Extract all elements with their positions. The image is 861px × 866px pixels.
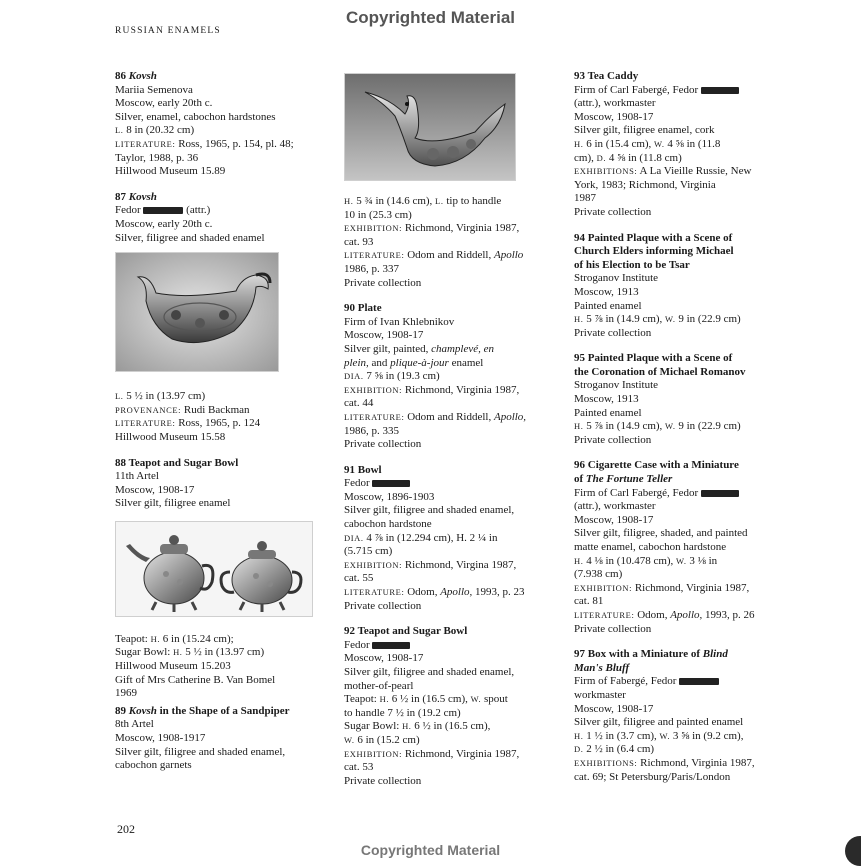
copyright-banner-bottom: Copyrighted Material <box>360 842 501 858</box>
entry-90-material-2: plein, and plique-à-jour enamel <box>344 356 484 369</box>
entry-88-collection: Hillwood Museum 15.203 <box>115 660 231 673</box>
entry-89-heading: 89 Kovsh in the Shape of a Sandpiper <box>115 704 290 717</box>
entry-96-collection: Private collection <box>574 622 652 635</box>
entry-92-teapot-dimensions: Teapot: H. 6 ½ in (16.5 cm), W. spout <box>344 693 508 706</box>
redaction-bar <box>143 207 183 214</box>
entry-91-collection: Private collection <box>344 599 422 612</box>
entry-91-exhibition: EXHIBITION: Richmond, Virgina 1987, <box>344 558 517 571</box>
entry-89-details <box>344 195 564 290</box>
entry-91-literature: LITERATURE: Odom, Apollo, 1993, p. 23 <box>344 586 525 599</box>
entry-97-dimensions: H. 1 ½ in (3.7 cm), W. 3 ⅝ in (9.2 cm), <box>574 729 744 742</box>
entry-90-heading: 90 Plate <box>344 302 382 315</box>
kovsh-photo <box>115 252 279 372</box>
sandpiper-kovsh-photo <box>344 73 516 181</box>
entry-91-material: Silver gilt, filigree and shaded enamel, <box>344 504 515 517</box>
corner-badge-icon <box>845 836 861 866</box>
entry-96-heading: 96 Cigarette Case with a Miniature <box>574 459 739 472</box>
entry-89-collection: Private collection <box>344 276 422 289</box>
entry-89-material: Silver gilt, filigree and shaded enamel, <box>115 745 286 758</box>
entry-91 <box>344 464 564 614</box>
column-1 <box>115 70 330 785</box>
redaction-bar <box>679 678 719 685</box>
entry-93-exhibition-2: York, 1983; Richmond, Virginia <box>574 178 716 191</box>
entry-97-maker-2: workmaster <box>574 688 626 701</box>
entry-86-collection: Hillwood Museum 15.89 <box>115 165 226 178</box>
entry-89-dimensions-2: 10 in (25.3 cm) <box>344 208 412 221</box>
entry-96-material: Silver gilt, filigree, shaded, and painted <box>574 527 748 540</box>
entry-93 <box>574 70 774 220</box>
entry-97-heading: 97 Box with a Miniature of Blind <box>574 648 728 661</box>
entry-90-collection: Private collection <box>344 438 422 451</box>
entry-89-maker: 8th Artel <box>115 718 154 731</box>
entry-94-collection: Private collection <box>574 326 652 339</box>
entry-88-maker: 11th Artel <box>115 470 159 483</box>
entry-97-dimensions-2: D. 2 ½ in (6.4 cm) <box>574 743 655 756</box>
entry-94-maker: Stroganov Institute <box>574 272 659 285</box>
entry-91-material-2: cabochon hardstone <box>344 518 432 531</box>
entry-95-heading: 95 Painted Plaque with a Scene of <box>574 352 733 365</box>
entry-87-literature: LITERATURE: Ross, 1965, p. 124 <box>115 417 261 430</box>
entry-91-heading: 91 Bowl <box>344 463 382 476</box>
entry-90 <box>344 302 564 452</box>
entry-97-place: Moscow, 1908-17 <box>574 702 654 715</box>
entry-87-provenance: PROVENANCE: Rudi Backman <box>115 403 250 416</box>
entry-94-heading-3: of his Election to be Tsar <box>574 258 690 271</box>
entry-90-exhibition: EXHIBITION: Richmond, Virginia 1987, <box>344 383 520 396</box>
entry-94-material: Painted enamel <box>574 299 642 312</box>
entry-92-teapot-dimensions-2: to handle 7 ½ in (19.2 cm) <box>344 706 461 719</box>
entry-90-maker: Firm of Ivan Khlebnikov <box>344 315 455 328</box>
entry-94-heading-2: Church Elders informing Michael <box>574 245 734 258</box>
entry-97-heading-2: Man's Bluff <box>574 661 630 674</box>
entry-94-heading: 94 Painted Plaque with a Scene of <box>574 231 733 244</box>
entry-92-collection: Private collection <box>344 774 422 787</box>
entry-89-literature: LITERATURE: Odom and Riddell, Apollo <box>344 249 524 262</box>
entry-89-dimensions: H. 5 ¾ in (14.6 cm), L. tip to handle <box>344 195 502 207</box>
entry-92-material-2: mother-of-pearl <box>344 679 414 692</box>
entry-87 <box>115 191 330 245</box>
entry-92-heading: 92 Teapot and Sugar Bowl <box>344 625 468 638</box>
entry-97-maker: Firm of Fabergé, Fedor <box>574 675 774 689</box>
entry-86-maker: Mariia Semenova <box>115 83 193 96</box>
entry-92-material: Silver gilt, filigree and shaded enamel, <box>344 666 515 678</box>
entry-87-heading: 87 Kovsh <box>115 190 157 203</box>
entry-87-material: Silver, filigree and shaded enamel <box>115 231 265 244</box>
entry-89-exhibition-2: cat. 93 <box>344 235 374 248</box>
entry-87-dimensions: L. 5 ½ in (13.97 cm) <box>115 390 206 403</box>
entry-86-material: Silver, enamel, cabochon hardstones <box>115 110 276 123</box>
entry-87-maker: Fedor (attr.) <box>115 204 211 217</box>
entry-92-exhibition: EXHIBITION: Richmond, Virginia 1987, <box>344 747 520 760</box>
entry-89-place: Moscow, 1908-1917 <box>115 732 206 745</box>
entry-90-dimensions: DIA. 7 ⅝ in (19.3 cm) <box>344 370 440 383</box>
entry-96-exhibition-2: cat. 81 <box>574 595 604 608</box>
entry-93-maker-2: (attr.), workmaster <box>574 97 656 110</box>
entry-93-maker: Firm of Carl Fabergé, Fedor <box>574 84 774 98</box>
entry-86-literature-2: Taylor, 1988, p. 36 <box>115 151 199 164</box>
entry-88-gift: Gift of Mrs Catherine B. Van Bomel <box>115 673 276 686</box>
entry-96-place: Moscow, 1908-17 <box>574 513 654 526</box>
page-number: 202 <box>117 822 135 836</box>
entry-86-dimensions: L. 8 in (20.32 cm) <box>115 124 195 137</box>
entry-93-place: Moscow, 1908-17 <box>574 110 654 123</box>
entry-93-dimensions-2: cm), D. 4 ⅝ in (11.8 cm) <box>574 151 682 164</box>
entry-96-maker: Firm of Carl Fabergé, Fedor <box>574 487 774 501</box>
entry-88-details <box>115 633 330 701</box>
entry-91-exhibition-2: cat. 55 <box>344 572 374 585</box>
entry-92-sugar-bowl-dimensions-2: W. 6 in (15.2 cm) <box>344 733 420 746</box>
entry-87-place: Moscow, early 20th c. <box>115 217 213 230</box>
entry-90-literature: LITERATURE: Odom and Riddell, Apollo, <box>344 410 527 423</box>
entry-90-place: Moscow, 1908-17 <box>344 329 424 342</box>
entry-96-exhibition: EXHIBITION: Richmond, Virginia 1987, <box>574 581 750 594</box>
entry-94-dimensions: H. 5 ⅞ in (14.9 cm), W. 9 in (22.9 cm) <box>574 313 741 326</box>
entry-87-details <box>115 390 330 444</box>
entry-93-dimensions: H. 6 in (15.4 cm), W. 4 ⅝ in (11.8 <box>574 137 721 150</box>
entry-88-heading: 88 Teapot and Sugar Bowl <box>115 456 239 469</box>
entry-95-material: Painted enamel <box>574 406 642 419</box>
entry-97-exhibition: EXHIBITIONS: Richmond, Virginia 1987, <box>574 756 755 769</box>
entry-95 <box>574 352 774 447</box>
entry-92 <box>344 625 564 788</box>
entry-96-heading-2: of The Fortune Teller <box>574 473 673 486</box>
entry-88 <box>115 457 330 511</box>
entry-87-collection: Hillwood Museum 15.58 <box>115 430 226 443</box>
running-head: RUSSIAN ENAMELS <box>115 26 221 36</box>
entry-97 <box>574 648 774 784</box>
redaction-bar <box>701 490 739 497</box>
redaction-bar <box>372 642 410 649</box>
entry-93-heading: 93 Tea Caddy <box>574 70 639 82</box>
entry-89-literature-2: 1986, p. 337 <box>344 262 399 275</box>
column-3 <box>574 70 774 796</box>
entry-93-exhibition: EXHIBITIONS: A La Vieille Russie, New <box>574 165 752 178</box>
entry-92-exhibition-2: cat. 53 <box>344 761 374 774</box>
entry-96-dimensions: H. 4 ⅛ in (10.478 cm), W. 3 ⅛ in <box>574 554 718 567</box>
entry-90-exhibition-2: cat. 44 <box>344 397 374 410</box>
redaction-bar <box>372 480 410 487</box>
entry-86-literature: LITERATURE: Ross, 1965, p. 154, pl. 48; <box>115 137 294 150</box>
entry-88-sugar-bowl-dimensions: Sugar Bowl: H. 5 ½ in (13.97 cm) <box>115 646 265 659</box>
entry-88-place: Moscow, 1908-17 <box>115 483 195 496</box>
entry-92-place: Moscow, 1908-17 <box>344 652 424 665</box>
entry-97-exhibition-2: cat. 69; St Petersburg/Paris/London <box>574 770 731 783</box>
entry-88-year: 1969 <box>115 687 137 700</box>
entry-94-place: Moscow, 1913 <box>574 285 639 298</box>
entry-91-maker: Fedor <box>344 477 564 491</box>
entry-86-heading: 86 Kovsh <box>115 70 157 82</box>
entry-89-exhibition: EXHIBITION: Richmond, Virginia 1987, <box>344 222 520 235</box>
entry-90-material: Silver gilt, painted, champlevé, en <box>344 342 494 355</box>
entry-96-material-2: matte enamel, cabochon hardstone <box>574 541 727 553</box>
entry-91-place: Moscow, 1896-1903 <box>344 490 435 503</box>
teapot-sugar-bowl-photo <box>115 521 313 617</box>
entry-91-dimensions-2: (5.715 cm) <box>344 545 393 558</box>
entry-95-place: Moscow, 1913 <box>574 393 639 406</box>
entry-96-dimensions-2: (7.938 cm) <box>574 568 623 581</box>
entry-89-material-2: cabochon garnets <box>115 759 192 772</box>
entry-96-literature: LITERATURE: Odom, Apollo, 1993, p. 26 <box>574 608 755 621</box>
entry-86-place: Moscow, early 20th c. <box>115 97 213 110</box>
entry-95-dimensions: H. 5 ⅞ in (14.9 cm), W. 9 in (22.9 cm) <box>574 420 741 433</box>
entry-90-literature-2: 1986, p. 335 <box>344 424 399 437</box>
entry-88-teapot-dimensions: Teapot: H. 6 in (15.24 cm); <box>115 632 234 645</box>
entry-93-collection: Private collection <box>574 205 652 218</box>
entry-97-material: Silver gilt, filigree and painted enamel <box>574 716 744 729</box>
entry-95-heading-2: the Coronation of Michael Romanov <box>574 365 746 378</box>
entry-91-dimensions: DIA. 4 ⅞ in (12.294 cm), H. 2 ¼ in <box>344 531 498 544</box>
redaction-bar <box>701 87 739 94</box>
entry-94 <box>574 232 774 341</box>
entry-96-maker-2: (attr.), workmaster <box>574 500 656 513</box>
entry-93-material: Silver gilt, filigree enamel, cork <box>574 124 715 137</box>
column-2 <box>344 70 564 800</box>
entry-89 <box>115 705 330 773</box>
entry-92-maker: Fedor <box>344 639 564 653</box>
entry-95-maker: Stroganov Institute <box>574 379 659 392</box>
entry-88-material: Silver gilt, filigree enamel <box>115 497 231 510</box>
entry-86 <box>115 70 330 179</box>
entry-96 <box>574 459 774 636</box>
copyright-banner-top: Copyrighted Material <box>345 8 516 27</box>
entry-93-exhibition-3: 1987 <box>574 192 596 205</box>
entry-95-collection: Private collection <box>574 433 652 446</box>
entry-92-sugar-bowl-dimensions: Sugar Bowl: H. 6 ½ in (16.5 cm), <box>344 720 491 733</box>
